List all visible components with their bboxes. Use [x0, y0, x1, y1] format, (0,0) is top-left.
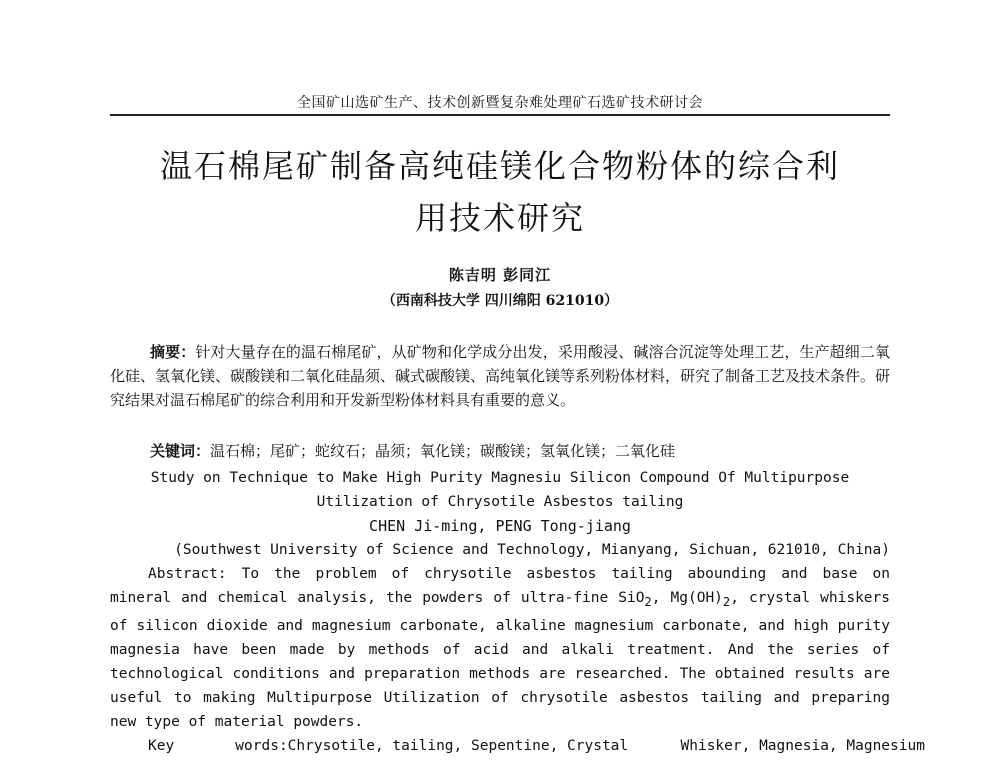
- subscript-2: 2: [722, 594, 731, 609]
- english-keywords: Key words:Chrysotile, tailing, Sepentine, Crystal Whisker, Magnesia, Magnesium: [148, 737, 925, 754]
- affiliation-cn: （西南科技大学 四川绵阳 621010）: [381, 293, 619, 309]
- abstract-text-3: , crystal whiskers of silicon dioxide and magnesium carbonate, alkaline magnesium carbonate, and high purity magnesia have been made by methods of acid and alkali treatment. And the series of technological conditions and preparation methods are researched. The obtained results are useful to making Multipurpose Utilization of chrysotile asbestos tailing and preparing new type of material powders.: [110, 590, 890, 730]
- paper-title-cn: [110, 140, 890, 244]
- title-line-2: 用技术研究: [414, 199, 585, 237]
- english-authors: CHEN Ji-ming, PENG Tong-jiang: [369, 517, 631, 535]
- title-line-1: 温石棉尾矿制备高纯硅镁化合物粉体的综合利: [159, 147, 840, 185]
- abstract-text-1: Abstract: To the problem of chrysotile asbestos tailing abounding and base on mineral and chemical analysis, the powders of ultra-fine SiO: [110, 566, 890, 606]
- english-section: [110, 466, 925, 758]
- keywords-cn-text: 温石棉；尾矿；蛇纹石；晶须；氧化镁；碳酸镁；氢氧化镁；二氧化硅: [210, 442, 676, 460]
- english-title-line-2: Utilization of Chrysotile Asbestos tailing: [316, 494, 684, 510]
- authors-cn: 陈吉明 彭同江: [448, 266, 552, 284]
- english-affiliation: (Southwest University of Science and Technology, Mianyang, Sichuan, 621010, China): [174, 542, 890, 558]
- english-abstract: [110, 562, 890, 734]
- keywords-cn-label: 关键词：: [150, 442, 211, 460]
- subscript-2: 2: [644, 594, 652, 609]
- english-title-line-1: Study on Technique to Make High Purity Magnesiu Silicon Compound Of Multipurpose: [150, 470, 850, 486]
- header-rule: [110, 114, 890, 116]
- keywords-cn: [150, 440, 890, 461]
- abstract-text-2: , Mg(OH): [651, 590, 723, 606]
- abstract-cn-label: 摘要：: [150, 343, 196, 361]
- abstract-cn: [110, 340, 890, 412]
- abstract-cn-text: 针对大量存在的温石棉尾矿，从矿物和化学成分出发，采用酸浸、碱溶合沉淀等处理工艺，生产超细二氧化硅、氢氧化镁、碳酸镁和二氧化硅晶须、碱式碳酸镁、高纯氧化镁等系列粉体材料，研究了制备工艺及技术条件。研究结果对温石棉尾矿的综合利用和开发新型粉体材料具有重要的意义。: [110, 343, 891, 409]
- conference-header: 全国矿山选矿生产、技术创新暨复杂难处理矿石选矿技术研讨会: [297, 95, 703, 111]
